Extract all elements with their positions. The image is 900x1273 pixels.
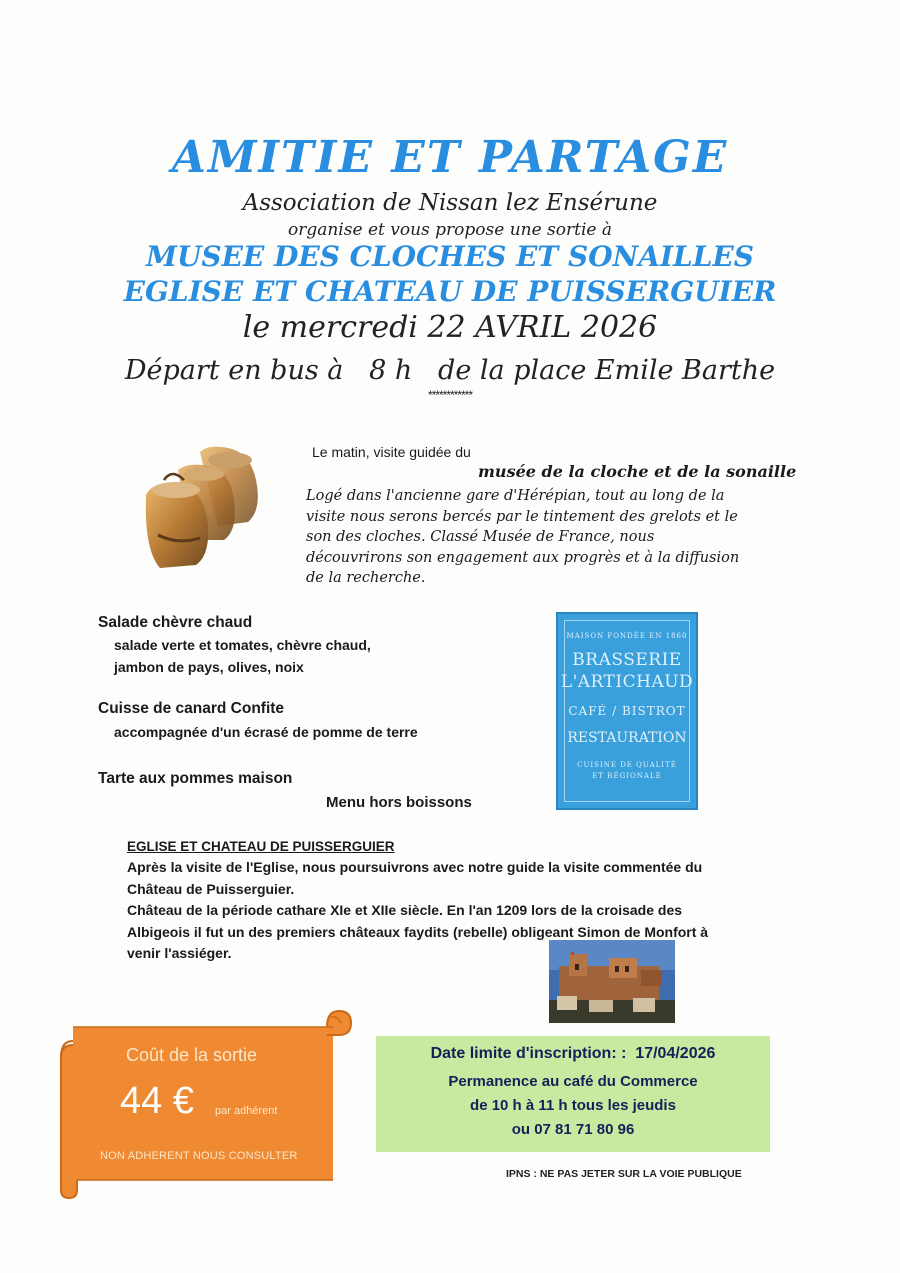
menu-starter-desc-2: jambon de pays, olives, noix: [114, 659, 304, 675]
restaurant-name-1: BRASSERIE: [572, 650, 682, 670]
cost-scroll: [55, 1005, 355, 1200]
museum-name: musée de la cloche et de la sonaille: [478, 462, 797, 481]
cost-title: Coût de la sortie: [126, 1045, 258, 1065]
castle-image: [549, 940, 675, 1023]
cost-unit: par adhérent: [215, 1105, 278, 1117]
restaurant-tagline-1: CUISINE DE QUALITÉ: [577, 761, 677, 769]
restaurant-name-2: L'ARTICHAUD: [560, 672, 694, 692]
menu-main: Cuisse de canard Confite: [98, 700, 285, 717]
afternoon-paragraph-1: Après la visite de l'Eglise, nous poursuivrons avec notre guide la visite commentée du Château de Puisserguier.: [127, 859, 703, 897]
destination-line-2: EGLISE ET CHATEAU DE PUISSERGUIER: [123, 275, 777, 308]
registration-deadline: Date limite d'inscription: : 17/04/2026: [430, 1045, 716, 1062]
registration-phone: ou 07 81 71 80 96: [511, 1121, 635, 1138]
flyer-title: AMITIE ET PARTAGE: [171, 132, 729, 183]
cost-price: 44 €: [120, 1080, 194, 1122]
museum-description: Logé dans l'ancienne gare d'Hérépian, tout au long de la visite nous serons bercés par le tintement des grelots et le son des cloches. Classé Musée de France, nous découvrirons son engagement aux progrès et à la diffusion de la recherche.: [306, 488, 740, 586]
restaurant-tagline-2: ET RÉGIONALE: [592, 772, 662, 780]
afternoon-paragraph-2: Château de la période cathare XIe et XIIe siècle. En l'an 1209 lors de la croisade des Albigeois il fut un des premiers châteaux faydits (rebelle) obligeant Simon de Monfort à venir l'assiéger.: [127, 902, 709, 961]
registration-hours: de 10 h à 11 h tous les jeudis: [470, 1097, 676, 1114]
menu-starter-desc-1: salade verte et tomates, chèvre chaud,: [114, 637, 371, 653]
outing-date: le mercredi 22 AVRIL 2026: [242, 310, 658, 345]
menu-dessert: Tarte aux pommes maison: [98, 770, 293, 787]
restaurant-type: CAFÉ / BISTROT: [568, 704, 686, 718]
morning-intro: Le matin, visite guidée du: [312, 444, 471, 460]
bells-image: [138, 440, 268, 575]
proposal-line: organise et vous propose une sortie à: [287, 220, 613, 240]
afternoon-heading: EGLISE ET CHATEAU DE PUISSERGUIER: [127, 839, 395, 854]
restaurant-sign: [556, 612, 698, 810]
cost-note: NON ADHERENT NOUS CONSULTER: [100, 1150, 298, 1162]
menu-main-desc: accompagnée d'un écrasé de pomme de terre: [114, 724, 418, 740]
destination-line-1: MUSEE DES CLOCHES ET SONAILLES: [146, 240, 754, 273]
menu-note: Menu hors boissons: [326, 794, 472, 811]
ipns-notice: IPNS : NE PAS JETER SUR LA VOIE PUBLIQUE: [506, 1168, 742, 1180]
registration-box: [376, 1036, 770, 1152]
departure-info: Départ en bus à 8 h de la place Emile Barthe: [124, 355, 776, 386]
menu-starter: Salade chèvre chaud: [98, 614, 253, 631]
registration-location: Permanence au café du Commerce: [448, 1073, 698, 1090]
restaurant-founded: MAISON FONDÉE EN 1860: [566, 632, 688, 640]
association-name: Association de Nissan lez Ensérune: [242, 190, 658, 216]
restaurant-service: RESTAURATION: [567, 730, 687, 746]
stars-divider: ************: [427, 388, 473, 402]
